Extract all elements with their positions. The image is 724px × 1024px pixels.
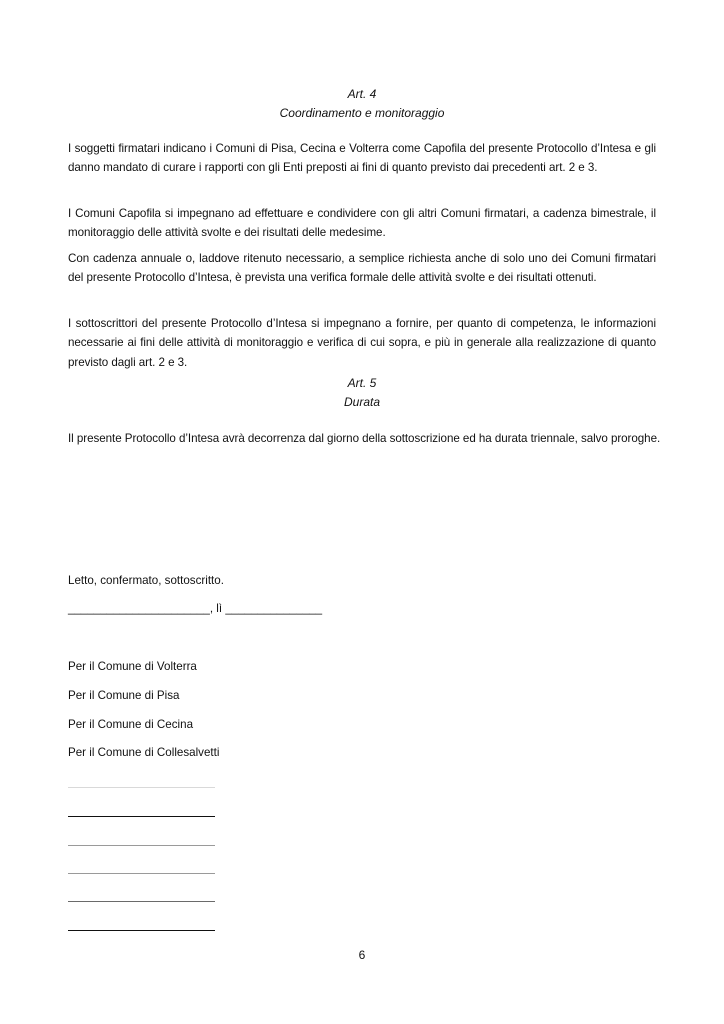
signatory-volterra: Per il Comune di Volterra xyxy=(68,660,197,673)
signature-line xyxy=(68,901,215,902)
article-4-paragraph-3: Con cadenza annuale o, laddove ritenuto necessario, a semplice richiesta anche di solo uno dei Comuni firmatari del presente Protocollo d’Intesa, è prevista una verifica formale delle attività svolte e dei risultati ottenuti. xyxy=(68,252,656,285)
closing-statement: Letto, confermato, sottoscritto. xyxy=(68,574,224,587)
signature-line xyxy=(68,787,215,788)
signature-line xyxy=(68,816,215,817)
article-4-paragraph-1: I soggetti firmatari indicano i Comuni di Pisa, Cecina e Volterra come Capofila del presente Protocollo d’Intesa e gli danno mandato di curare i rapporti con gli Enti preposti ai fini di quanto previsto dai precedenti art. 2 e 3. xyxy=(68,142,656,175)
page-number: 6 xyxy=(358,948,366,962)
article-5-paragraph-1: Il presente Protocollo d’Intesa avrà decorrenza dal giorno della sottoscrizione ed ha durata triennale, salvo proroghe. xyxy=(68,432,661,445)
article-4-title: Coordinamento e monitoraggio xyxy=(279,106,445,120)
article-5-number: Art. 5 xyxy=(347,376,377,390)
article-5-title: Durata xyxy=(343,395,381,409)
signature-line xyxy=(68,873,215,874)
place-date-line: ______________________, lì _______________ xyxy=(68,602,323,615)
signature-line xyxy=(68,845,215,846)
signatory-collesalvetti: Per il Comune di Collesalvetti xyxy=(68,746,220,759)
signatory-pisa: Per il Comune di Pisa xyxy=(68,689,180,702)
article-4-paragraph-4: I sottoscrittori del presente Protocollo d’Intesa si impegnano a fornire, per quanto di competenza, le informazioni necessarie ai fini delle attività di monitoraggio e verifica di cui sopra, e più in generale alla realizzazione di quanto previsto dagli art. 2 e 3. xyxy=(68,317,656,369)
signatory-cecina: Per il Comune di Cecina xyxy=(68,718,194,731)
signature-line xyxy=(68,930,215,931)
article-4-paragraph-2: I Comuni Capofila si impegnano ad effettuare e condividere con gli altri Comuni firmatari, a cadenza bimestrale, il monitoraggio delle attività svolte e dei risultati delle medesime. xyxy=(68,207,656,240)
article-4-number: Art. 4 xyxy=(347,87,377,101)
